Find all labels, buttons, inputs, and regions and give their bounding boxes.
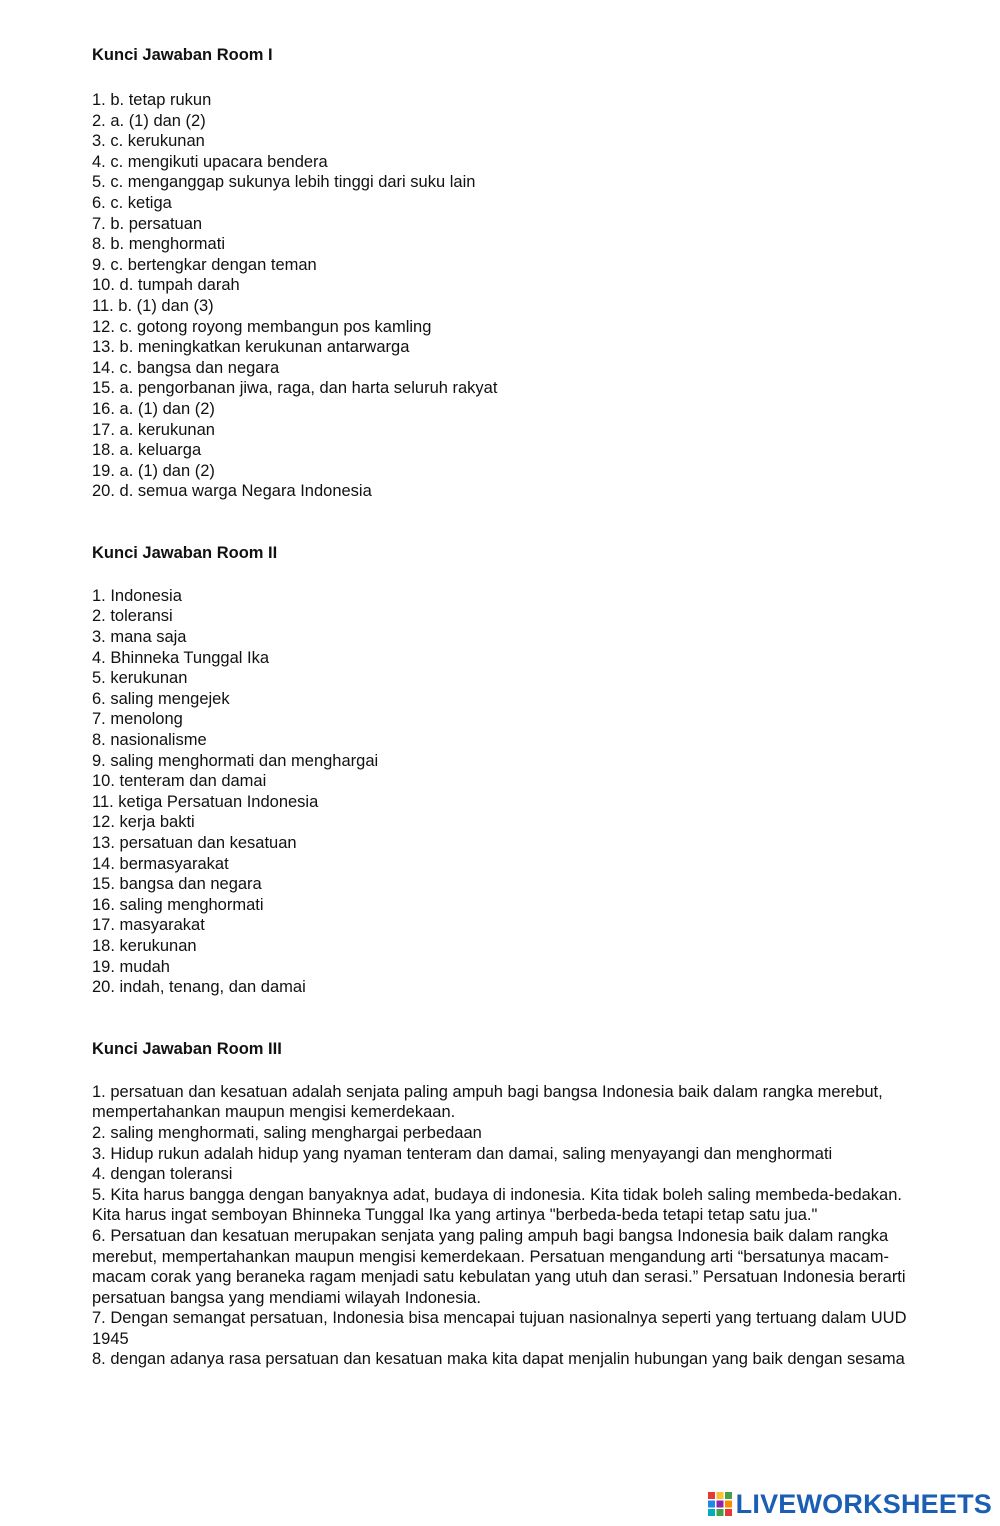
answer-item: 16. a. (1) dan (2) xyxy=(92,399,215,418)
answer-item: 2. saling menghormati, saling menghargai perbedaan xyxy=(92,1123,482,1142)
answer-item: 4. Bhinneka Tunggal Ika xyxy=(92,648,270,667)
answer-item: 19. a. (1) dan (2) xyxy=(92,461,215,480)
answer-item: 17. masyarakat xyxy=(92,916,205,935)
answer-item: 11. b. (1) dan (3) xyxy=(92,296,214,315)
answer-item: 13. b. meningkatkan kerukunan antarwarga xyxy=(92,338,410,357)
answer-item: 5. kerukunan xyxy=(92,669,188,688)
answer-item: 9. c. bertengkar dengan teman xyxy=(92,255,317,274)
answer-list-room-3 xyxy=(92,1082,912,1370)
answer-item: 7. Dengan semangat persatuan, Indonesia bisa mencapai tujuan nasionalnya seperti yang tertuang dalam UUD 1945 xyxy=(92,1309,907,1348)
answer-list-room-2 xyxy=(92,586,912,998)
answer-item: 18. kerukunan xyxy=(92,936,197,955)
answer-item: 19. mudah xyxy=(92,957,170,976)
answer-key-document xyxy=(92,44,912,1370)
answer-item: 3. Hidup rukun adalah hidup yang nyaman tenteram dan damai, saling menyayangi dan menghormati xyxy=(92,1144,833,1163)
answer-item: 8. dengan adanya rasa persatuan dan kesatuan maka kita dapat menjalin hubungan yang baik dengan sesama xyxy=(92,1350,905,1369)
answer-item: 5. Kita harus bangga dengan banyaknya adat, budaya di indonesia. Kita tidak boleh saling membeda-bedakan. Kita harus ingat semboyan Bhinneka Tunggal Ika yang artinya "berbeda-beda tetapi tetap satu jua." xyxy=(92,1185,902,1225)
section-heading-room-2: Kunci Jawaban Room II xyxy=(92,543,278,562)
answer-item: 4. dengan toleransi xyxy=(92,1165,233,1184)
answer-item: 3. mana saja xyxy=(92,628,187,647)
answer-item: 2. toleransi xyxy=(92,607,173,626)
answer-item: 12. kerja bakti xyxy=(92,813,195,832)
answer-item: 13. persatuan dan kesatuan xyxy=(92,834,297,852)
answer-item: 1. b. tetap rukun xyxy=(92,91,212,109)
answer-item: 6. c. ketiga xyxy=(92,193,172,212)
answer-item: 6. Persatuan dan kesatuan merupakan senjata yang paling ampuh bagi bangsa Indonesia baik dalam rangka merebut, mempertahankan maupun mengisi kemerdekaan. Persatuan mengandung arti “bersatunya macam-macam corak yang beraneka ragam menjadi satu kebulatan yang utuh dan serasi.” Persatuan Indonesia berarti persatuan bangsa yang mendiami wilayah Indonesia. xyxy=(92,1226,906,1307)
answer-item: 1. persatuan dan kesatuan adalah senjata paling ampuh bagi bangsa Indonesia baik dalam rangka merebut, mempertahankan maupun mengisi kemerdekaan. xyxy=(92,1082,883,1122)
answer-list-room-1 xyxy=(92,90,912,502)
answer-item: 12. c. gotong royong membangun pos kamling xyxy=(92,317,432,336)
answer-item: 7. b. persatuan xyxy=(92,214,203,233)
answer-item: 8. b. menghormati xyxy=(92,235,225,254)
answer-item: 14. bermasyarakat xyxy=(92,854,229,873)
answer-item: 3. c. kerukunan xyxy=(92,132,205,151)
answer-item: 15. bangsa dan negara xyxy=(92,875,262,894)
section-heading-room-1: Kunci Jawaban Room I xyxy=(92,46,273,64)
answer-item: 17. a. kerukunan xyxy=(92,420,215,439)
section-heading-room-3: Kunci Jawaban Room III xyxy=(92,1039,282,1058)
answer-item: 8. nasionalisme xyxy=(92,731,207,750)
answer-item: 4. c. mengikuti upacara bendera xyxy=(92,152,328,171)
answer-item: 1. Indonesia xyxy=(92,586,182,605)
answer-item: 10. tenteram dan damai xyxy=(92,772,267,791)
answer-item: 6. saling mengejek xyxy=(92,689,230,708)
liveworksheets-logo-text: LIVEWORKSHEETS xyxy=(735,1489,992,1519)
liveworksheets-logo-icon xyxy=(708,1492,732,1516)
answer-item: 9. saling menghormati dan menghargai xyxy=(92,751,379,770)
answer-item: 20. indah, tenang, dan damai xyxy=(92,978,306,997)
answer-item: 20. d. semua warga Negara Indonesia xyxy=(92,482,372,501)
answer-item: 16. saling menghormati xyxy=(92,895,264,914)
liveworksheets-logo[interactable] xyxy=(708,1488,992,1520)
answer-item: 11. ketiga Persatuan Indonesia xyxy=(92,792,319,811)
answer-item: 14. c. bangsa dan negara xyxy=(92,358,280,377)
answer-item: 10. d. tumpah darah xyxy=(92,276,240,295)
answer-item: 15. a. pengorbanan jiwa, raga, dan harta seluruh rakyat xyxy=(92,379,498,398)
answer-item: 7. menolong xyxy=(92,710,183,729)
answer-item: 18. a. keluarga xyxy=(92,441,202,460)
answer-item: 2. a. (1) dan (2) xyxy=(92,111,206,130)
answer-item: 5. c. menganggap sukunya lebih tinggi dari suku lain xyxy=(92,173,476,192)
